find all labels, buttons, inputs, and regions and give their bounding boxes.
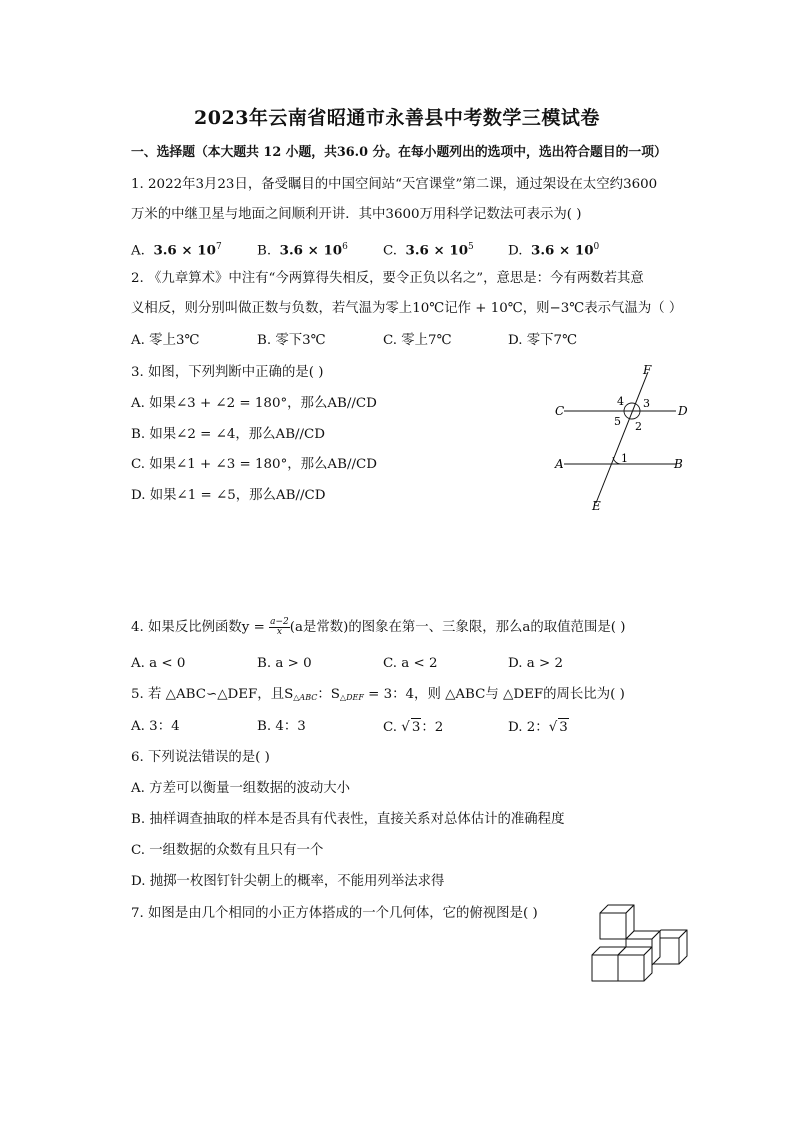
q3-option-d[interactable]: D. 如果∠1 = ∠5，那么AB//CD	[131, 488, 326, 503]
q2-option-b[interactable]: B. 零下3℃	[257, 333, 326, 348]
q3-option-a[interactable]: A. 如果∠3 + ∠2 = 180°，那么AB//CD	[131, 396, 377, 411]
q1-option-b[interactable]: B. $3.6 \times 10^6$	[257, 242, 348, 259]
label-angle-5: 5	[614, 415, 621, 428]
q2-line1: 2. 《九章算术》中注有“今两算得失相反，要令正负以名之”，意思是：今有两数若其意	[131, 271, 644, 286]
q6-option-a[interactable]: A. 方差可以衡量一组数据的波动大小	[131, 781, 351, 796]
q5-option-c[interactable]: C. √ 3：2	[383, 720, 444, 735]
q6-option-d[interactable]: D. 抛掷一枚图钉针尖朝上的概率，不能用列举法求得	[131, 874, 445, 889]
fraction: $\frac{a-2}{x}$	[270, 617, 289, 637]
q2-option-a[interactable]: A. 零上3℃	[131, 333, 200, 348]
label-a: A	[555, 457, 564, 471]
q4-option-d[interactable]: D. a > 2	[508, 656, 564, 671]
q6-option-c[interactable]: C. 一组数据的众数有且只有一个	[131, 843, 324, 858]
q7-stem: 7. 如图是由几个相同的小正方体搭成的一个几何体，它的俯视图是( )	[131, 906, 538, 921]
label-d: D	[678, 404, 688, 418]
q6-option-b[interactable]: B. 抽样调查抽取的样本是否具有代表性，直接关系对总体估计的准确程度	[131, 812, 565, 827]
q3-option-b[interactable]: B. 如果∠2 = ∠4，那么AB//CD	[131, 427, 326, 442]
q4-option-b[interactable]: B. a > 0	[257, 656, 312, 671]
label-e: E	[592, 499, 601, 513]
q2-option-c[interactable]: C. 零上7℃	[383, 333, 452, 348]
q3-option-c[interactable]: C. 如果∠1 + ∠3 = 180°，那么AB//CD	[131, 457, 377, 472]
q2-line2: 义相反，则分别叫做正数与负数，若气温为零上10℃记作 + 10℃，则−3℃表示气温为（ ）	[131, 301, 683, 316]
q5-stem: 5. 若 △ABC∽△DEF，且$S_{\triangle ABC}$：$S_{\triangle DEF} = 3$：4，则 △ABC与 △DEF的周长比为( )	[131, 687, 625, 702]
label-angle-2: 2	[635, 420, 642, 433]
q6-stem: 6. 下列说法错误的是( )	[131, 750, 270, 765]
q1-option-c[interactable]: C. $3.6 \times 10^5$	[383, 242, 474, 259]
q1-line2: 万米的中继卫星与地面之间顺利开讲．其中3600万用科学记数法可表示为( )	[131, 207, 582, 222]
label-b: B	[674, 457, 683, 471]
label-angle-4: 4	[617, 395, 624, 408]
q3-stem: 3. 如图，下列判断中正确的是( )	[131, 365, 324, 380]
q5-option-b[interactable]: B. 4：3	[257, 719, 306, 734]
label-angle-3: 3	[643, 397, 650, 410]
q1-option-a[interactable]: A. $3.6 \times 10^7$	[131, 242, 222, 259]
label-angle-1: 1	[621, 452, 628, 465]
q1-option-d[interactable]: D. $3.6 \times 10^0$	[508, 242, 600, 259]
line-ef	[596, 372, 648, 503]
section-heading: 一、选择题（本大题共 12 小题，共36.0 分。在每小题列出的选项中，选出符合题目的一项）	[131, 145, 667, 160]
label-f: F	[643, 363, 652, 377]
q4-option-a[interactable]: A. a < 0	[131, 656, 186, 671]
q5-option-a[interactable]: A. 3：4	[131, 719, 180, 734]
q4-option-c[interactable]: C. a < 2	[383, 656, 438, 671]
label-c: C	[555, 404, 565, 418]
q1-line1: 1. 2022年3月23日，备受瞩目的中国空间站“天宫课堂”第二课，通过架设在太空约3600	[131, 177, 658, 192]
q3-parallel-lines-figure	[550, 360, 700, 515]
q7-cube-stack-figure	[588, 900, 694, 990]
q5-option-d[interactable]: D. 2：√ 3	[508, 720, 568, 735]
q4-stem: 4. 如果反比例函数y = $\frac{a-2}{x}$ (a是常数)的图象在第一、三象限，那么a的取值范围是( )	[131, 617, 626, 637]
q2-option-d[interactable]: D. 零下7℃	[508, 333, 578, 348]
page-title: 2023年云南省昭通市永善县中考数学三模试卷	[194, 107, 600, 129]
